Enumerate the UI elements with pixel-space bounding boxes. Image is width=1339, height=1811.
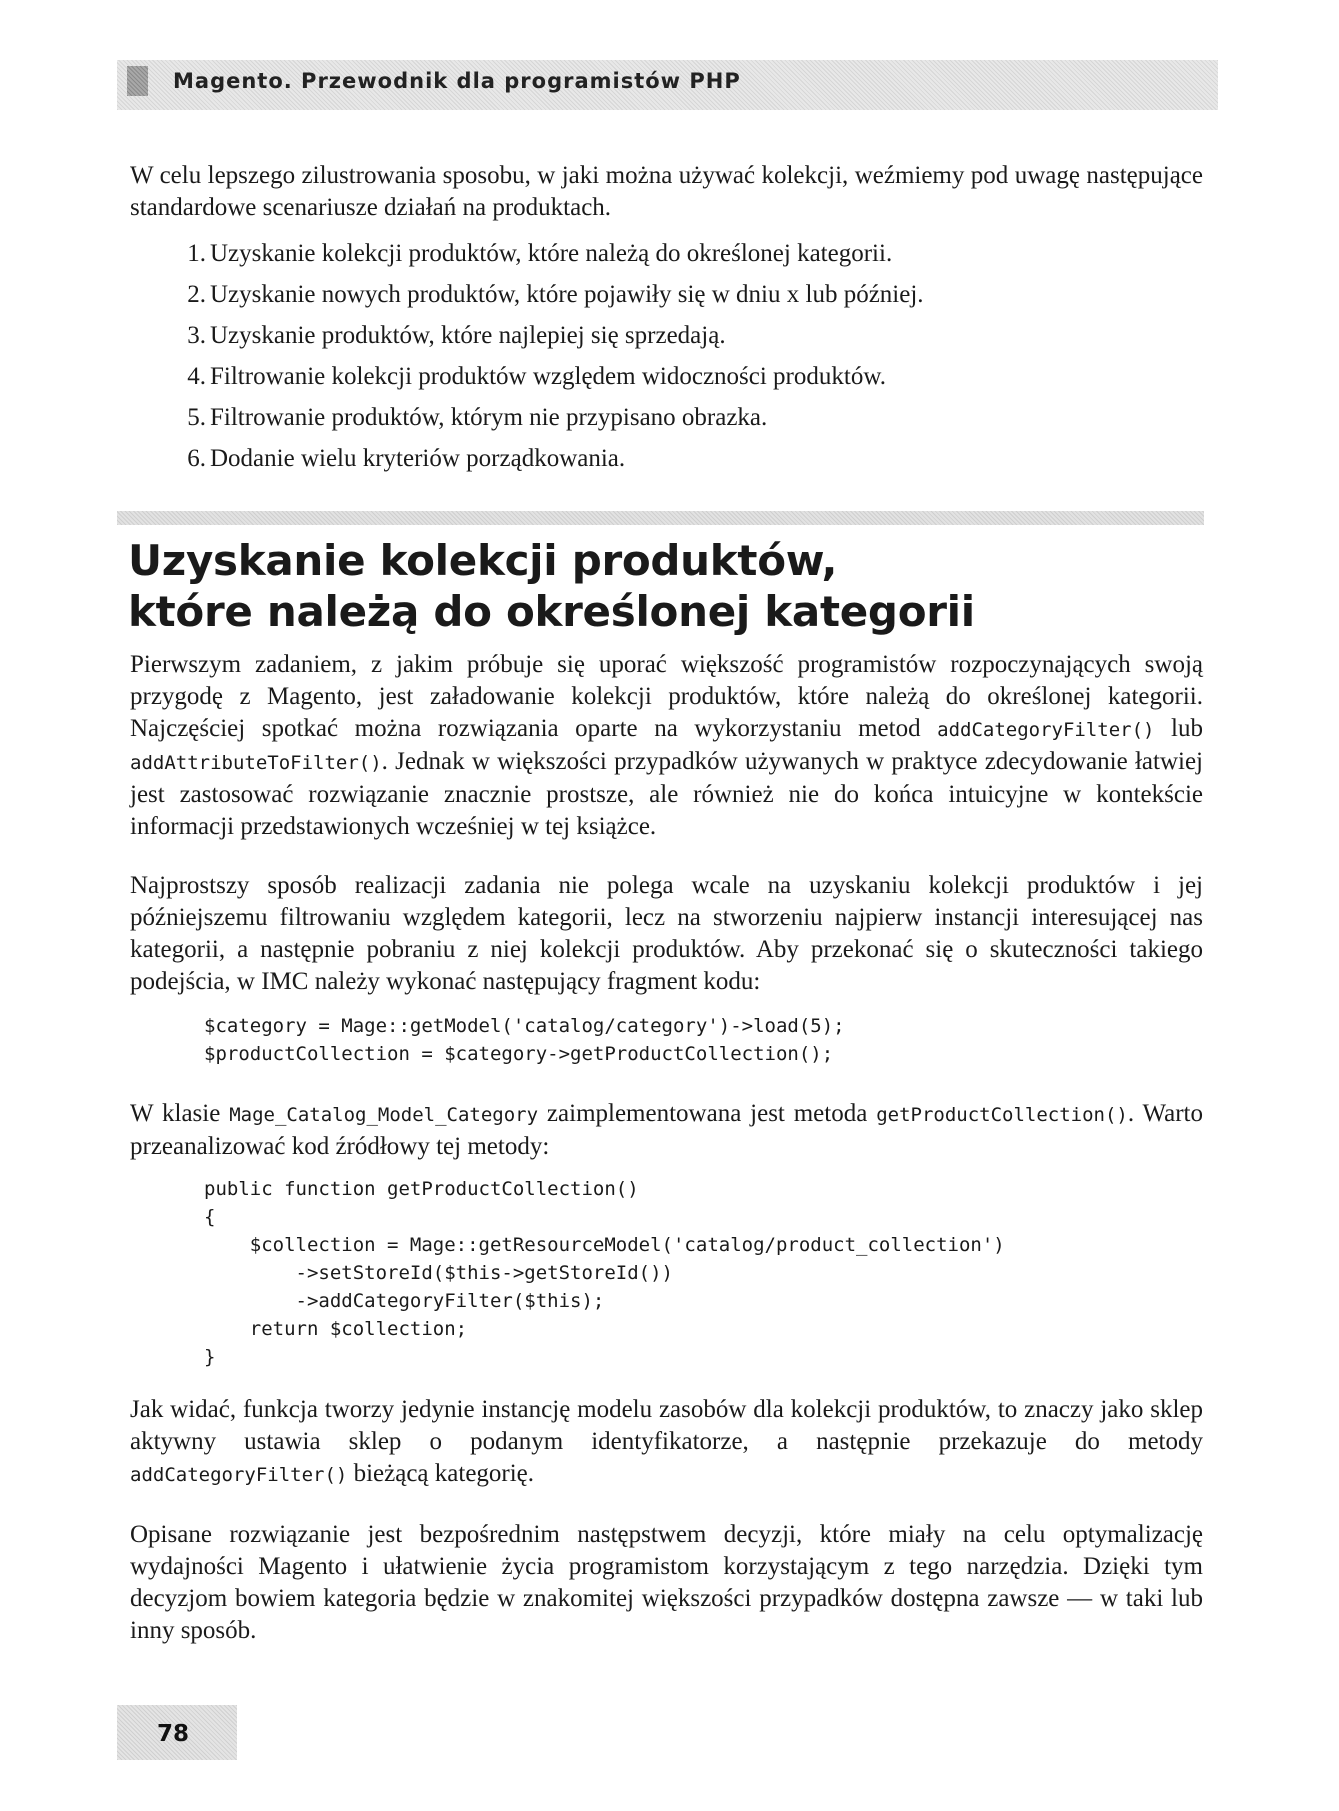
- inline-code-addcategoryfilter-2: addCategoryFilter(): [130, 1464, 348, 1486]
- section-separator-bar: [117, 511, 1204, 525]
- paragraph-1-text-b: lub: [1154, 715, 1203, 742]
- list-item-text: Uzyskanie kolekcji produktów, które należą do określonej kategorii.: [210, 240, 893, 267]
- paragraph-3-text-b: zaimplementowana jest metoda: [538, 1100, 877, 1127]
- code-block-2: public function getProductCollection() { $collection = Mage::getResourceModel('catalog/product_collection') ->setStoreId($this->getStoreId()) ->addCategoryFilter($this); return $collection; }: [204, 1178, 1005, 1368]
- paragraph-1-text-a: Pierwszym zadaniem, z jakim próbuje się uporać większość programistów rozpoczynających swoją przygodę z Magento, jest załadowanie kolekcji produktów, które należą do określonej kategorii. Najczęściej spotkać można rozwiązania oparte na wykorzystaniu metod: [130, 651, 1203, 742]
- paragraph-5: Opisane rozwiązanie jest bezpośrednim następstwem decyzji, które miały na celu optymalizację wydajności Magento i ułatwienie życia programistom korzystającym z tego narzędzia. Dzięki tym decyzjom bowiem kategoria będzie w znakomitej większości przypadków dostępna zawsze — w taki lub inny sposób.: [130, 1521, 1203, 1644]
- paragraph-4: [130, 1394, 1203, 1491]
- paragraph-3-text-c: . Warto przeanalizować kod źródłowy tej metody:: [130, 1100, 1204, 1160]
- inline-code-class-name: Mage_Catalog_Model_Category: [229, 1104, 539, 1126]
- section-heading: [128, 535, 1208, 637]
- intro-paragraph: W celu lepszego zilustrowania sposobu, w jaki można używać kolekcji, weźmiemy pod uwagę następujące standardowe scenariusze działań na produktach.: [130, 162, 1203, 221]
- paragraph-3-text-a: W klasie: [130, 1100, 230, 1127]
- list-item-text: Dodanie wielu kryteriów porządkowania.: [210, 445, 626, 472]
- list-item: [130, 438, 1203, 479]
- paragraph-1-text-c: . Jednak w większości przypadków używanych w praktyce zdecydowanie łatwiej jest zastosować rozwiązanie znacznie prostsze, ale również nie do końca intuicyjne w kontekście informacji przedstawionych wcześniej w tej książce.: [130, 748, 1203, 840]
- inline-code-addcategoryfilter: addCategoryFilter(): [937, 719, 1155, 741]
- inline-code-getproductcollection: getProductCollection(): [876, 1104, 1128, 1126]
- paragraph-1: [130, 649, 1203, 843]
- list-item: [130, 315, 1203, 356]
- list-item: [130, 233, 1203, 274]
- list-item-number: 3.: [187, 322, 206, 349]
- scenario-list: [130, 233, 1203, 479]
- list-item-number: 4.: [187, 363, 206, 390]
- header-marker-block: [127, 66, 148, 96]
- list-item: [130, 356, 1203, 397]
- list-item: [130, 274, 1203, 315]
- code-block-1: $category = Mage::getModel('catalog/category')->load(5); $productCollection = $category->getProductCollection();: [204, 1015, 845, 1065]
- paragraph-3: [130, 1098, 1203, 1163]
- list-item: [130, 397, 1203, 438]
- section-heading-line-1: Uzyskanie kolekcji produktów,: [128, 536, 838, 585]
- section-heading-line-2: które należą do określonej kategorii: [128, 587, 975, 636]
- list-item-text: Filtrowanie produktów, którym nie przypisano obrazka.: [210, 404, 768, 431]
- paragraph-4-text-b: bieżącą kategorię.: [347, 1460, 535, 1487]
- paragraph-2: Najprostszy sposób realizacji zadania nie polega wcale na uzyskaniu kolekcji produktów i jej późniejszemu filtrowaniu względem kategorii, lecz na stworzeniu najpierw instancji interesującej nas kategorii, a następnie pobraniu z niej kolekcji produktów. Aby przekonać się o skuteczności takiego podejścia, w IMC należy wykonać następujący fragment kodu:: [130, 872, 1203, 995]
- list-item-number: 6.: [187, 445, 206, 472]
- page-number: 78: [157, 1721, 190, 1747]
- list-item-text: Filtrowanie kolekcji produktów względem widoczności produktów.: [210, 363, 887, 390]
- list-item-text: Uzyskanie produktów, które najlepiej się sprzedają.: [210, 322, 726, 349]
- list-item-number: 5.: [187, 404, 206, 431]
- inline-code-addattributetofilter: addAttributeToFilter(): [130, 752, 382, 774]
- list-item-number: 2.: [187, 281, 206, 308]
- paragraph-4-text-a: Jak widać, funkcja tworzy jedynie instancję modelu zasobów dla kolekcji produktów, to znaczy jako sklep aktywny ustawia sklep o podanym identyfikatorze, a następnie przekazuje do metody: [130, 1396, 1203, 1455]
- list-item-text: Uzyskanie nowych produktów, które pojawiły się w dniu x lub później.: [210, 281, 924, 308]
- running-header-title: Magento. Przewodnik dla programistów PHP: [173, 69, 741, 93]
- list-item-number: 1.: [187, 240, 206, 267]
